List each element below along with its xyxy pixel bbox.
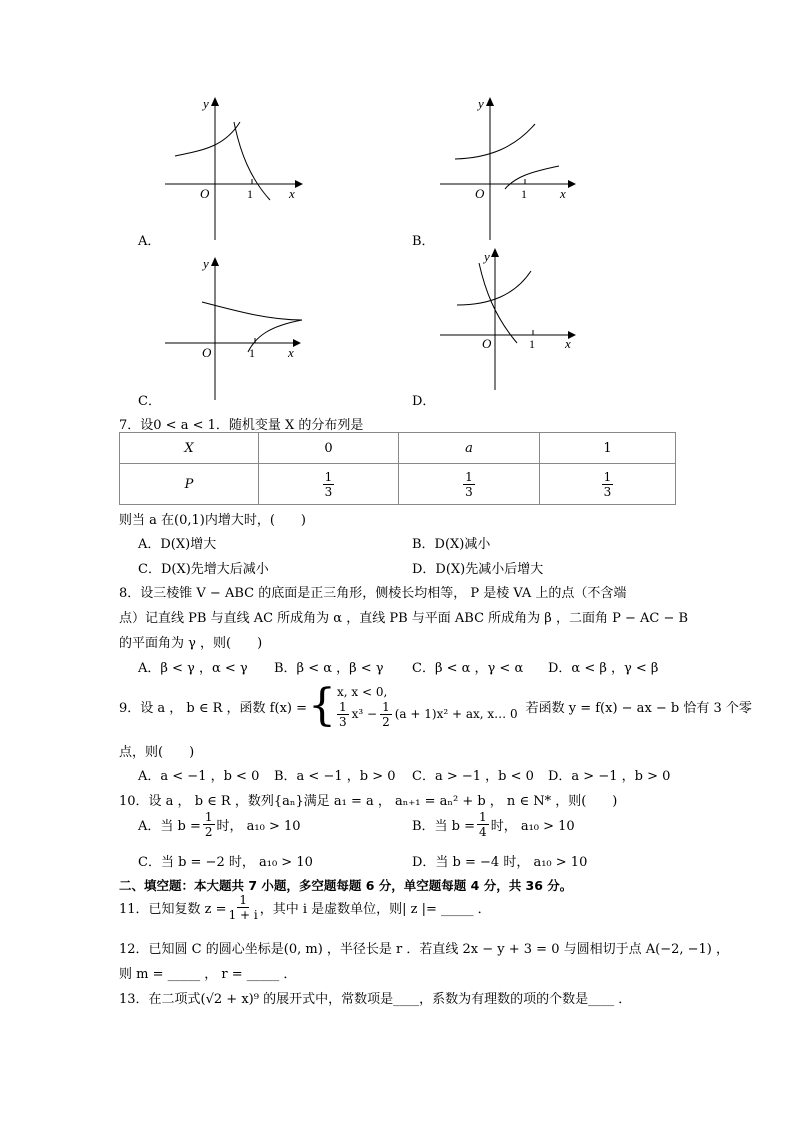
graph-x-label: x <box>565 336 571 351</box>
graph-d <box>435 245 580 395</box>
q10-option-b[interactable]: B．当 b = $\frac{1}{4}$ 时， a₁₀ > 10 <box>412 810 575 839</box>
graph-origin-label: O <box>482 336 492 351</box>
q13: 13．在二项式(√2 + x)⁹ 的展开式中，常数项是____，系数为有理数的项的个数是____ ． <box>119 992 632 1007</box>
graph-y-label: y <box>203 96 209 111</box>
graph-x-label: x <box>288 345 294 360</box>
fraction: $\frac{1}{3}$ <box>465 469 473 499</box>
q9-case2a: x³ − <box>351 707 378 721</box>
q9-option-d[interactable]: D．a > −1 ，b > 0 <box>548 769 671 784</box>
q10-stem: 10．设 a ， b ∈ R ，数列{aₙ}满足 a₁ = a ， aₙ₊₁ = aₙ² + b ， n ∈ N* ，则( ) <box>119 794 618 809</box>
graph-origin-label: O <box>202 345 212 360</box>
table-cell <box>399 464 540 505</box>
graph-one-label: 1 <box>249 346 255 360</box>
q9-case2b: (a + 1)x² + ax, x… 0 <box>394 707 518 721</box>
q9-suffix: 若函数 y = f(x) − ax − b 恰有 3 个零 <box>525 700 752 716</box>
q9-cases <box>337 684 518 729</box>
fraction: $\frac{1}{3}$ <box>339 699 347 729</box>
table-cell <box>259 464 399 505</box>
fraction: $\frac{1}{3}$ <box>324 469 333 499</box>
graph-one-label: 1 <box>521 187 527 201</box>
graph-one-label: 1 <box>247 187 253 201</box>
q7-option-c[interactable]: C．D(X)先增大后减小 <box>138 562 269 577</box>
graph-x-label: x <box>560 186 566 201</box>
graph-b <box>435 92 580 242</box>
fraction: $\frac{1}{3}$ <box>603 469 612 499</box>
graph-c-option-label: C． <box>138 394 161 409</box>
q7-option-b[interactable]: B．D(X)减小 <box>412 537 491 552</box>
q9-option-c[interactable]: C．a > −1 ，b < 0 <box>412 769 534 784</box>
graph-a-option-label: A． <box>138 234 161 249</box>
graph-one-label: 1 <box>529 337 535 351</box>
table-cell: 0 <box>259 433 399 464</box>
q8-option-b[interactable]: B．β < α ，β < γ <box>274 661 384 676</box>
q10-option-c[interactable]: C．当 b = −2 时， a₁₀ > 10 <box>138 855 313 870</box>
q9-case1: x, x < 0, <box>337 684 388 699</box>
q12-line1: 12．已知圆 C 的圆心坐标是(0, m) ，半径长是 r ．若直线 2x − y + 3 = 0 与圆相切于点 A(−2, −1) ， <box>119 942 729 957</box>
fraction: $\frac{1}{1 + i}$ <box>228 893 258 922</box>
graph-d-option-label: D． <box>412 394 436 409</box>
q7-followup: 则当 a 在(0,1)内增大时，( ) <box>119 513 306 528</box>
q9-stem <box>119 676 752 736</box>
q7-option-d[interactable]: D．D(X)先减小后增大 <box>412 562 544 577</box>
q10-option-a[interactable]: A．当 b = $\frac{1}{2}$ 时， a₁₀ > 10 <box>138 810 301 839</box>
q10-option-d[interactable]: D．当 b = −4 时， a₁₀ > 10 <box>412 855 588 870</box>
q7-distribution-table <box>119 432 676 505</box>
q7-stem: 7．设0 < a < 1．随机变量 X 的分布列是 <box>119 418 364 433</box>
q12-line2: 则 m = _____ ， r = _____ ． <box>119 967 297 982</box>
q8-line3: 的平面角为 γ ，则( ) <box>119 636 263 651</box>
graph-x-label: x <box>289 186 295 201</box>
q8-line1: 8．设三棱锥 V − ABC 的底面是正三角形，侧棱长均相等， P 是棱 VA 上的点（不含端 <box>119 586 627 601</box>
q8-option-d[interactable]: D．α < β ，γ < β <box>548 661 659 676</box>
fraction: $\frac{1}{2}$ <box>382 699 390 729</box>
table-cell <box>540 464 676 505</box>
table-cell: P <box>120 464 259 505</box>
q8-option-a[interactable]: A．β < γ ，α < γ <box>138 661 248 676</box>
graph-origin-label: O <box>475 186 485 201</box>
q9-option-b[interactable]: B．a < −1 ，b > 0 <box>274 769 396 784</box>
section-heading: 二、填空题：本大题共 7 小题，多空题每题 6 分，单空题每题 4 分，共 36 分。 <box>119 878 573 893</box>
graph-origin-label: O <box>200 186 210 201</box>
q9-prefix: 9．设 a ， b ∈ R ，函数 f(x) = <box>119 700 307 716</box>
q8-line2: 点）记直线 PB 与直线 AC 所成角为 α ，直线 PB 与平面 ABC 所成角为 β ，二面角 P − AC − B <box>119 611 689 626</box>
graph-y-label: y <box>478 96 484 111</box>
q11: 11．已知复数 z = $\frac{1}{1 + i}$ ，其中 i 是虚数单位，则| z |= _____ ． <box>119 893 491 922</box>
q9-brace: { <box>308 680 336 731</box>
graph-b-option-label: B． <box>412 234 435 249</box>
graph-c <box>160 252 305 402</box>
q8-option-c[interactable]: C．β < α ，γ < α <box>412 661 524 676</box>
graph-a <box>160 92 305 242</box>
q7-option-a[interactable]: A．D(X)增大 <box>138 537 217 552</box>
fraction: $\frac{1}{4}$ <box>479 810 487 839</box>
graph-y-label: y <box>484 249 490 264</box>
table-cell: a <box>399 433 540 464</box>
fraction: $\frac{1}{2}$ <box>204 810 213 839</box>
table-cell: X <box>120 433 259 464</box>
table-cell: 1 <box>540 433 676 464</box>
q9-line2: 点，则( ) <box>119 745 195 760</box>
q9-option-a[interactable]: A．a < −1 ，b < 0 <box>138 769 260 784</box>
graph-y-label: y <box>203 256 209 271</box>
